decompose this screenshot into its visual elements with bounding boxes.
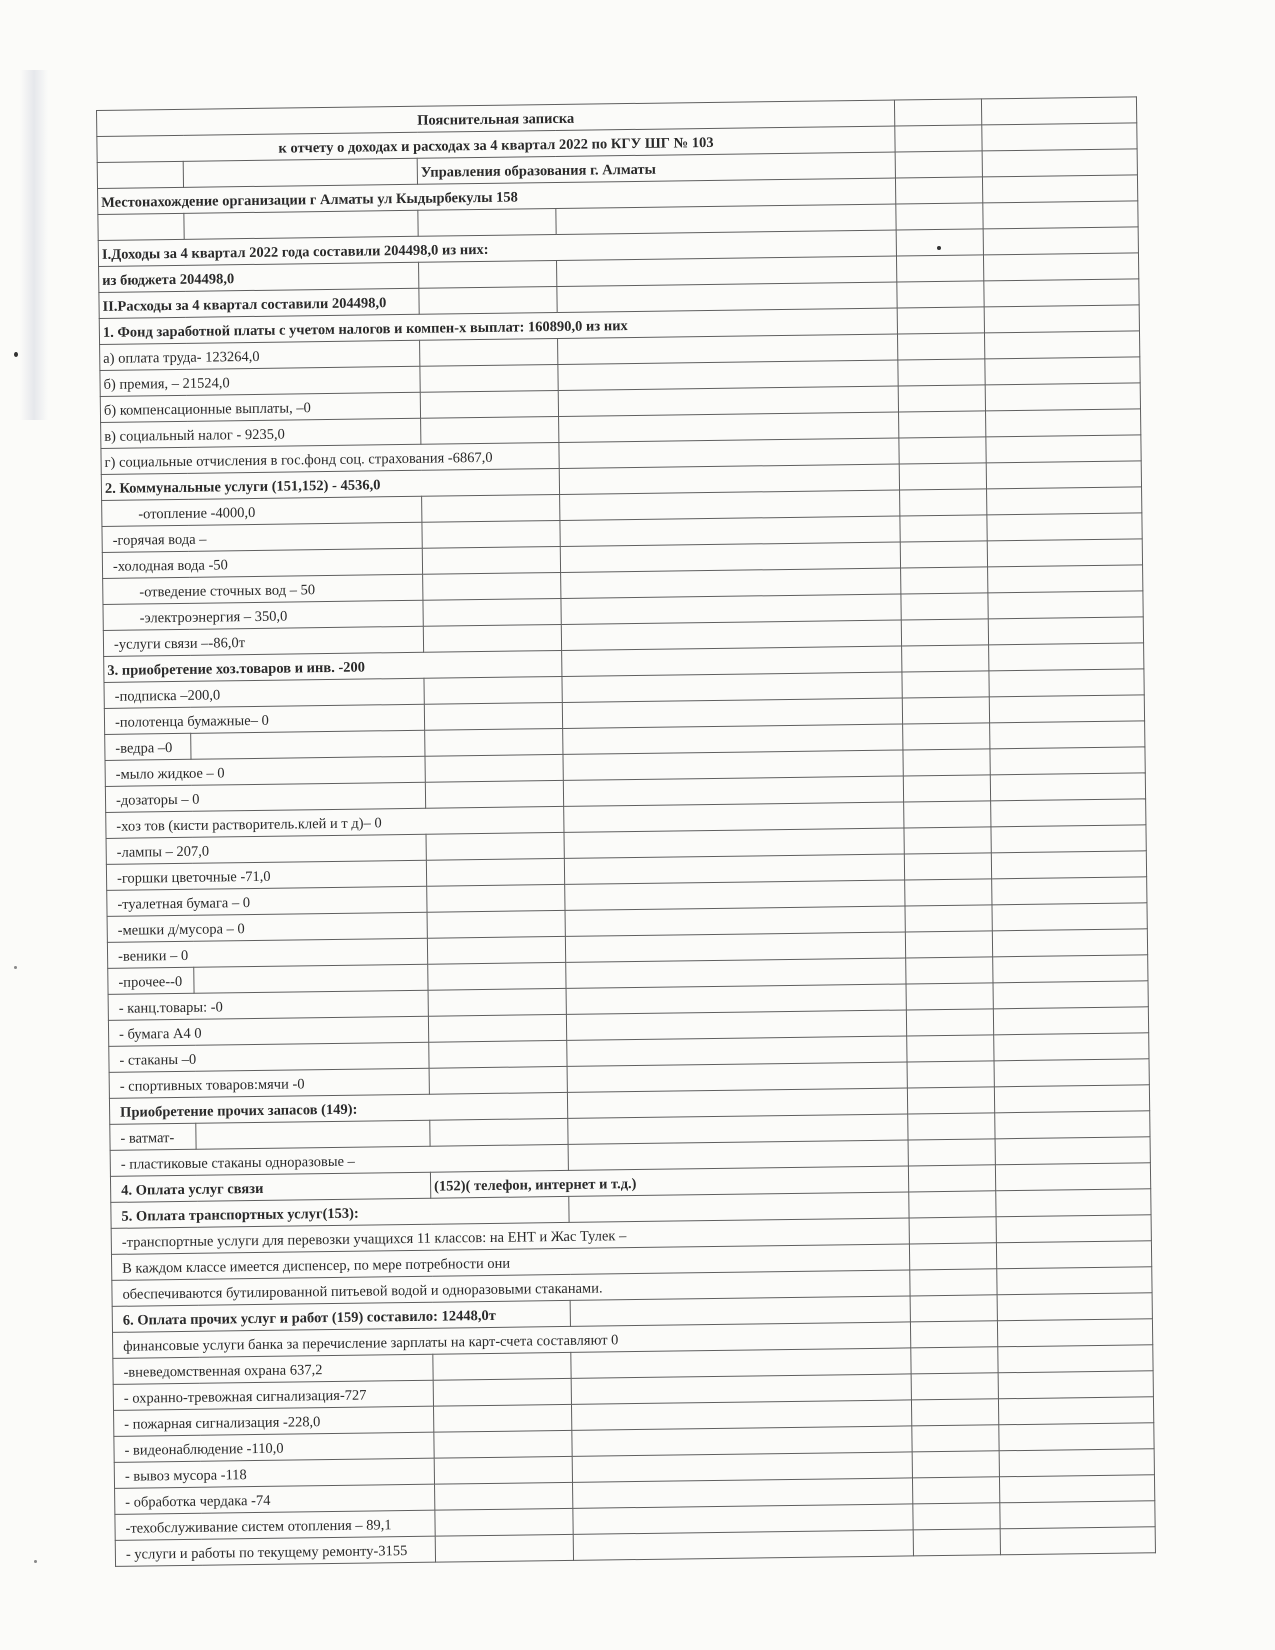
line-item: - вывоз мусора -118 <box>114 1458 434 1488</box>
line-item: -отопление -4000,0 <box>102 496 422 526</box>
line-item: - бумага А4 0 <box>108 1016 428 1046</box>
income-header: I.Доходы за 4 квартал 2022 года составили 204498,0 из них: <box>98 230 896 266</box>
organization-location: Местонахождение организации г Алматы ул Кыдырбекулы 158 <box>98 178 896 214</box>
line-item: - пожарная сигнализация -228,0 <box>114 1406 434 1436</box>
line-item: -услуги связи –-86,0т <box>103 626 423 656</box>
line-item: - видеонаблюдение -110,0 <box>114 1432 434 1462</box>
report-sheet <box>96 96 1155 1566</box>
scan-speck <box>14 966 17 969</box>
line-item: б) премия, – 21524,0 <box>100 366 420 396</box>
line-item: - спортивных товаров:мячи -0 <box>109 1068 429 1098</box>
line-item: - пластиковые стаканы одноразовые – <box>110 1144 568 1176</box>
document-title: Пояснительная записка <box>97 100 895 136</box>
report-table <box>96 96 1156 1567</box>
line-item: - охранно-тревожная сигнализация-727 <box>113 1380 433 1410</box>
line-item: - канц.товары: -0 <box>108 990 428 1020</box>
line-item: а) оплата труда- 123264,0 <box>100 340 420 370</box>
line-item: -веники – 0 <box>107 938 427 968</box>
expenses-header: II.Расходы за 4 квартал составили 204498,0 <box>99 288 419 318</box>
line-item: финансовые услуги банка за перечисление зарплаты на карт-счета составляют 0 <box>113 1322 911 1358</box>
line-item: -техобслуживание систем отопления – 89,1 <box>115 1510 435 1540</box>
scan-speck <box>14 352 18 357</box>
line-item: обеспечиваются бутилированной питьевой водой и одноразовыми стаканами. <box>112 1270 910 1306</box>
line-item: -хоз тов (кисти растворитель.клей и т д)– 0 <box>106 806 564 838</box>
line-item: -мешки д/мусора – 0 <box>107 912 427 942</box>
line-item: -электроэнергия – 350,0 <box>103 600 423 630</box>
line-item: -ведра –0 <box>105 733 191 760</box>
line-item: г) социальные отчисления в гос.фонд соц. страхования -6867,0 <box>101 442 559 474</box>
other-services-header: 6. Оплата прочих услуг и работ (159) составило: 12448,0т <box>112 1300 570 1332</box>
line-item: б) компенсационные выплаты, –0 <box>100 392 420 422</box>
scan-edge-shadow <box>20 70 48 420</box>
line-item: - стаканы –0 <box>109 1042 429 1072</box>
communication-header: 4. Оплата услуг связи <box>110 1172 430 1202</box>
line-item: -прочее--0 <box>108 967 194 994</box>
transport-header: 5. Оплата транспортных услуг(153): <box>111 1196 569 1228</box>
line-item: -полотенца бумажные– 0 <box>104 704 424 734</box>
line-item: -холодная вода -50 <box>102 548 422 578</box>
line-item: -подписка –200,0 <box>104 678 424 708</box>
line-item: -горячая вода – <box>102 522 422 552</box>
line-item: -мыло жидкое – 0 <box>105 756 425 786</box>
line-item: в) социальный налог - 9235,0 <box>101 418 421 448</box>
line-item: -дозаторы – 0 <box>105 782 425 812</box>
line-item: -транспортные услуги для перевозки учащихся 11 классов: на ЕНТ и Жас Тулек – <box>111 1218 909 1254</box>
communication-note: (152)( телефон, интернет и т.д.) <box>430 1166 908 1198</box>
income-budget: из бюджета 204498,0 <box>99 262 419 292</box>
household-header: 3. приобретение хоз.товаров и инв. -200 <box>104 650 562 682</box>
utilities-header: 2. Коммунальные услуги (151,152) - 4536,0 <box>101 468 559 500</box>
department-name: Управления образования г. Алматы <box>417 152 895 184</box>
scan-speck <box>34 1560 37 1563</box>
document-subtitle: к отчету о доходах и расходах за 4 квартал 2022 по КГУ ШГ № 103 <box>97 126 895 162</box>
other-stock-header: Приобретение прочих запасов (149): <box>109 1092 567 1124</box>
line-item: -лампы – 207,0 <box>106 834 426 864</box>
line-item: -горшки цветочные -71,0 <box>106 860 426 890</box>
line-item: В каждом классе имеется диспенсер, по мере потребности они <box>111 1244 909 1280</box>
line-item: -вневедомственная охрана 637,2 <box>113 1354 433 1384</box>
payroll-header: 1. Фонд заработной платы с учетом налогов и компен-х выплат: 160890,0 из них <box>99 308 897 344</box>
line-item: -отведение сточных вод – 50 <box>103 574 423 604</box>
line-item: - ватмат- <box>110 1123 196 1150</box>
line-item: -туалетная бумага – 0 <box>107 886 427 916</box>
line-item: - обработка чердака -74 <box>115 1484 435 1514</box>
line-item: - услуги и работы по текущему ремонту-3155 <box>115 1536 435 1566</box>
